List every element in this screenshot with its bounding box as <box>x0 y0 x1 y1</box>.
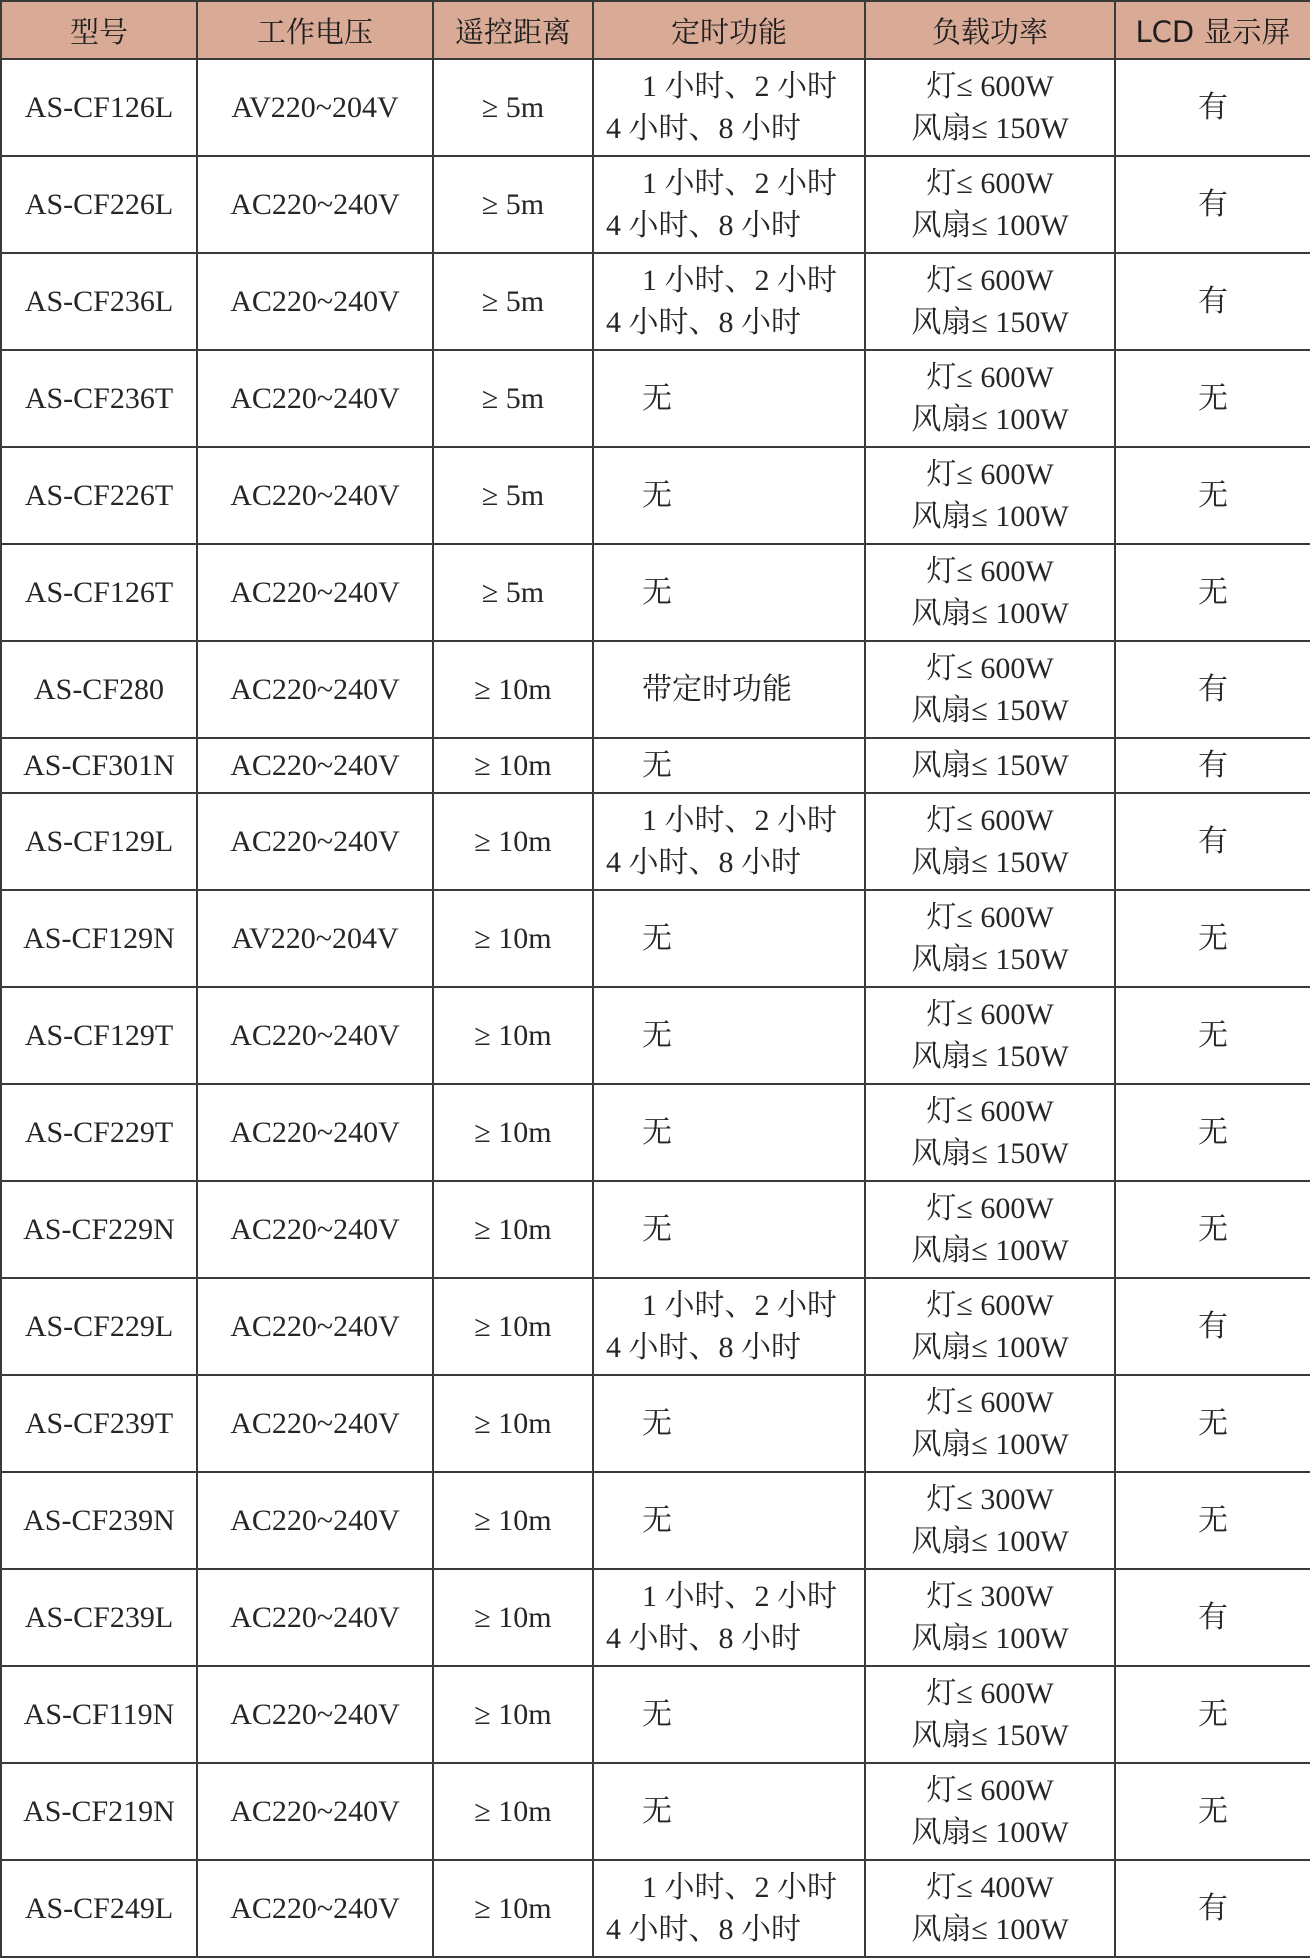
cell-voltage: AC220~240V <box>197 1666 433 1763</box>
cell-lcd: 有 <box>1115 1569 1310 1666</box>
cell-load <box>865 544 1115 641</box>
cell-lcd: 无 <box>1115 890 1310 987</box>
cell-distance: ≥ 10m <box>433 987 593 1084</box>
cell-timer <box>593 447 865 544</box>
cell-load <box>865 447 1115 544</box>
table-row <box>1 1763 1310 1860</box>
load-line: 风扇≤ 150W <box>911 748 1069 782</box>
cell-model: AS-CF226T <box>1 447 197 544</box>
cell-load <box>865 1181 1115 1278</box>
cell-lcd: 有 <box>1115 641 1310 738</box>
timer-line: 4 小时、8 小时 <box>606 111 801 145</box>
load-line: 灯≤ 600W <box>926 69 1054 103</box>
header-timer: 定时功能 <box>593 1 865 59</box>
cell-distance: ≥ 5m <box>433 253 593 350</box>
timer-line: 1 小时、2 小时 <box>642 69 837 103</box>
load-line: 灯≤ 600W <box>926 803 1054 837</box>
load-line: 风扇≤ 100W <box>911 499 1069 533</box>
load-line: 灯≤ 600W <box>926 1288 1054 1322</box>
table-row <box>1 59 1310 156</box>
cell-lcd: 无 <box>1115 350 1310 447</box>
load-line: 风扇≤ 150W <box>911 693 1069 727</box>
load-line: 灯≤ 600W <box>926 263 1054 297</box>
cell-model: AS-CF129L <box>1 793 197 890</box>
timer-line: 无 <box>642 1115 672 1149</box>
cell-model: AS-CF239T <box>1 1375 197 1472</box>
table-row <box>1 641 1310 738</box>
cell-voltage: AC220~240V <box>197 350 433 447</box>
cell-timer <box>593 890 865 987</box>
timer-line: 1 小时、2 小时 <box>642 166 837 200</box>
cell-voltage: AC220~240V <box>197 793 433 890</box>
cell-distance: ≥ 5m <box>433 544 593 641</box>
load-line: 风扇≤ 100W <box>911 1427 1069 1461</box>
cell-load <box>865 641 1115 738</box>
cell-model: AS-CF126T <box>1 544 197 641</box>
cell-distance: ≥ 5m <box>433 59 593 156</box>
cell-model: AS-CF239L <box>1 1569 197 1666</box>
header-voltage: 工作电压 <box>197 1 433 59</box>
header-load: 负载功率 <box>865 1 1115 59</box>
cell-timer <box>593 1666 865 1763</box>
cell-load <box>865 890 1115 987</box>
cell-lcd: 无 <box>1115 1181 1310 1278</box>
cell-voltage: AC220~240V <box>197 544 433 641</box>
timer-line: 1 小时、2 小时 <box>642 803 837 837</box>
load-line: 风扇≤ 150W <box>911 1136 1069 1170</box>
load-line: 灯≤ 600W <box>926 360 1054 394</box>
cell-lcd: 无 <box>1115 987 1310 1084</box>
cell-distance: ≥ 10m <box>433 1860 593 1957</box>
cell-load <box>865 1666 1115 1763</box>
cell-timer <box>593 350 865 447</box>
header-distance: 遥控距离 <box>433 1 593 59</box>
cell-distance: ≥ 10m <box>433 1181 593 1278</box>
cell-model: AS-CF126L <box>1 59 197 156</box>
timer-line: 1 小时、2 小时 <box>642 1870 837 1904</box>
load-line: 风扇≤ 150W <box>911 942 1069 976</box>
cell-load <box>865 1472 1115 1569</box>
cell-distance: ≥ 10m <box>433 1569 593 1666</box>
cell-timer <box>593 59 865 156</box>
cell-load <box>865 1375 1115 1472</box>
cell-lcd: 有 <box>1115 1860 1310 1957</box>
cell-distance: ≥ 5m <box>433 156 593 253</box>
timer-line: 1 小时、2 小时 <box>642 1288 837 1322</box>
cell-timer <box>593 1181 865 1278</box>
cell-distance: ≥ 10m <box>433 1763 593 1860</box>
cell-timer <box>593 1375 865 1472</box>
load-line: 灯≤ 600W <box>926 997 1054 1031</box>
load-line: 灯≤ 600W <box>926 651 1054 685</box>
cell-lcd: 有 <box>1115 738 1310 793</box>
cell-voltage: AC220~240V <box>197 1472 433 1569</box>
cell-distance: ≥ 10m <box>433 738 593 793</box>
timer-line: 无 <box>642 1018 672 1052</box>
cell-lcd: 有 <box>1115 793 1310 890</box>
timer-line: 无 <box>642 1212 672 1246</box>
cell-model: AS-CF129T <box>1 987 197 1084</box>
load-line: 风扇≤ 150W <box>911 1039 1069 1073</box>
cell-distance: ≥ 10m <box>433 890 593 987</box>
cell-load <box>865 350 1115 447</box>
cell-voltage: AC220~240V <box>197 1278 433 1375</box>
table-row <box>1 1860 1310 1957</box>
cell-voltage: AC220~240V <box>197 738 433 793</box>
table-row <box>1 1666 1310 1763</box>
table-row <box>1 1472 1310 1569</box>
cell-load <box>865 1763 1115 1860</box>
cell-voltage: AC220~240V <box>197 447 433 544</box>
timer-line: 无 <box>642 575 672 609</box>
cell-timer <box>593 641 865 738</box>
cell-model: AS-CF249L <box>1 1860 197 1957</box>
cell-voltage: AC220~240V <box>197 1860 433 1957</box>
cell-lcd: 有 <box>1115 59 1310 156</box>
load-line: 风扇≤ 150W <box>911 1718 1069 1752</box>
load-line: 风扇≤ 100W <box>911 1815 1069 1849</box>
load-line: 风扇≤ 100W <box>911 1330 1069 1364</box>
cell-lcd: 无 <box>1115 1763 1310 1860</box>
cell-distance: ≥ 10m <box>433 1084 593 1181</box>
cell-voltage: AC220~240V <box>197 253 433 350</box>
cell-distance: ≥ 10m <box>433 1278 593 1375</box>
table-row <box>1 1181 1310 1278</box>
timer-line: 1 小时、2 小时 <box>642 1579 837 1613</box>
table-row <box>1 793 1310 890</box>
header-row <box>1 1 1310 59</box>
cell-timer <box>593 1278 865 1375</box>
cell-model: AS-CF219N <box>1 1763 197 1860</box>
timer-line: 1 小时、2 小时 <box>642 263 837 297</box>
table-row <box>1 738 1310 793</box>
cell-voltage: AC220~240V <box>197 1181 433 1278</box>
cell-model: AS-CF226L <box>1 156 197 253</box>
load-line: 风扇≤ 150W <box>911 111 1069 145</box>
table-row <box>1 1084 1310 1181</box>
cell-load <box>865 253 1115 350</box>
table-row <box>1 987 1310 1084</box>
table-row <box>1 350 1310 447</box>
cell-voltage: AC220~240V <box>197 1375 433 1472</box>
load-line: 灯≤ 600W <box>926 457 1054 491</box>
cell-timer <box>593 987 865 1084</box>
cell-model: AS-CF129N <box>1 890 197 987</box>
cell-distance: ≥ 10m <box>433 641 593 738</box>
timer-line: 4 小时、8 小时 <box>606 845 801 879</box>
header-lcd: LCD 显示屏 <box>1115 1 1310 59</box>
cell-load <box>865 1569 1115 1666</box>
cell-voltage: AC220~240V <box>197 1569 433 1666</box>
timer-line: 无 <box>642 1406 672 1440</box>
cell-lcd: 有 <box>1115 156 1310 253</box>
cell-lcd: 无 <box>1115 447 1310 544</box>
cell-voltage: AC220~240V <box>197 1084 433 1181</box>
cell-load <box>865 59 1115 156</box>
load-line: 灯≤ 400W <box>926 1870 1054 1904</box>
cell-lcd: 无 <box>1115 1472 1310 1569</box>
load-line: 风扇≤ 150W <box>911 305 1069 339</box>
load-line: 风扇≤ 100W <box>911 1233 1069 1267</box>
table-row <box>1 1375 1310 1472</box>
load-line: 风扇≤ 100W <box>911 1912 1069 1946</box>
table-row <box>1 253 1310 350</box>
cell-lcd: 有 <box>1115 1278 1310 1375</box>
cell-model: AS-CF236T <box>1 350 197 447</box>
cell-load <box>865 1084 1115 1181</box>
timer-line: 4 小时、8 小时 <box>606 1621 801 1655</box>
cell-model: AS-CF280 <box>1 641 197 738</box>
cell-load <box>865 1278 1115 1375</box>
timer-line: 无 <box>642 921 672 955</box>
cell-timer <box>593 1569 865 1666</box>
table-row <box>1 1569 1310 1666</box>
table-body <box>1 59 1310 1957</box>
cell-lcd: 有 <box>1115 253 1310 350</box>
load-line: 灯≤ 600W <box>926 900 1054 934</box>
cell-timer <box>593 1860 865 1957</box>
timer-line: 无 <box>642 1503 672 1537</box>
timer-line: 4 小时、8 小时 <box>606 1330 801 1364</box>
load-line: 风扇≤ 100W <box>911 1621 1069 1655</box>
cell-voltage: AC220~240V <box>197 1763 433 1860</box>
load-line: 灯≤ 600W <box>926 1773 1054 1807</box>
header-model: 型号 <box>1 1 197 59</box>
cell-load <box>865 987 1115 1084</box>
timer-line: 无 <box>642 381 672 415</box>
cell-distance: ≥ 10m <box>433 1472 593 1569</box>
load-line: 灯≤ 600W <box>926 1385 1054 1419</box>
cell-timer <box>593 156 865 253</box>
cell-distance: ≥ 10m <box>433 793 593 890</box>
timer-line: 无 <box>642 478 672 512</box>
cell-distance: ≥ 10m <box>433 1666 593 1763</box>
load-line: 灯≤ 300W <box>926 1482 1054 1516</box>
cell-lcd: 无 <box>1115 1375 1310 1472</box>
load-line: 风扇≤ 100W <box>911 596 1069 630</box>
cell-load <box>865 793 1115 890</box>
cell-timer <box>593 738 865 793</box>
table-row <box>1 890 1310 987</box>
cell-lcd: 无 <box>1115 1084 1310 1181</box>
cell-model: AS-CF236L <box>1 253 197 350</box>
load-line: 风扇≤ 100W <box>911 1524 1069 1558</box>
cell-timer <box>593 793 865 890</box>
cell-model: AS-CF301N <box>1 738 197 793</box>
cell-model: AS-CF229T <box>1 1084 197 1181</box>
table-header <box>1 1 1310 59</box>
cell-timer <box>593 1084 865 1181</box>
cell-timer <box>593 253 865 350</box>
load-line: 风扇≤ 150W <box>911 845 1069 879</box>
cell-voltage: AC220~240V <box>197 641 433 738</box>
cell-lcd: 无 <box>1115 544 1310 641</box>
timer-line: 4 小时、8 小时 <box>606 305 801 339</box>
timer-line: 4 小时、8 小时 <box>606 1912 801 1946</box>
timer-line: 无 <box>642 1697 672 1731</box>
cell-distance: ≥ 10m <box>433 1375 593 1472</box>
timer-line: 无 <box>642 748 672 782</box>
cell-voltage: AC220~240V <box>197 156 433 253</box>
cell-distance: ≥ 5m <box>433 447 593 544</box>
load-line: 灯≤ 600W <box>926 1191 1054 1225</box>
cell-voltage: AV220~204V <box>197 890 433 987</box>
cell-load <box>865 738 1115 793</box>
load-line: 灯≤ 600W <box>926 1676 1054 1710</box>
table-row <box>1 156 1310 253</box>
cell-voltage: AV220~204V <box>197 59 433 156</box>
cell-timer <box>593 544 865 641</box>
timer-line: 4 小时、8 小时 <box>606 208 801 242</box>
cell-distance: ≥ 5m <box>433 350 593 447</box>
cell-model: AS-CF239N <box>1 1472 197 1569</box>
load-line: 灯≤ 600W <box>926 1094 1054 1128</box>
cell-model: AS-CF119N <box>1 1666 197 1763</box>
cell-timer <box>593 1472 865 1569</box>
timer-line: 无 <box>642 1794 672 1828</box>
cell-model: AS-CF229N <box>1 1181 197 1278</box>
load-line: 灯≤ 600W <box>926 554 1054 588</box>
cell-lcd: 无 <box>1115 1666 1310 1763</box>
cell-load <box>865 156 1115 253</box>
table-row <box>1 447 1310 544</box>
table-row <box>1 1278 1310 1375</box>
load-line: 灯≤ 600W <box>926 166 1054 200</box>
load-line: 风扇≤ 100W <box>911 402 1069 436</box>
cell-load <box>865 1860 1115 1957</box>
table-row <box>1 544 1310 641</box>
load-line: 灯≤ 300W <box>926 1579 1054 1613</box>
cell-voltage: AC220~240V <box>197 987 433 1084</box>
cell-timer <box>593 1763 865 1860</box>
load-line: 风扇≤ 100W <box>911 208 1069 242</box>
timer-line: 带定时功能 <box>642 672 792 706</box>
cell-model: AS-CF229L <box>1 1278 197 1375</box>
